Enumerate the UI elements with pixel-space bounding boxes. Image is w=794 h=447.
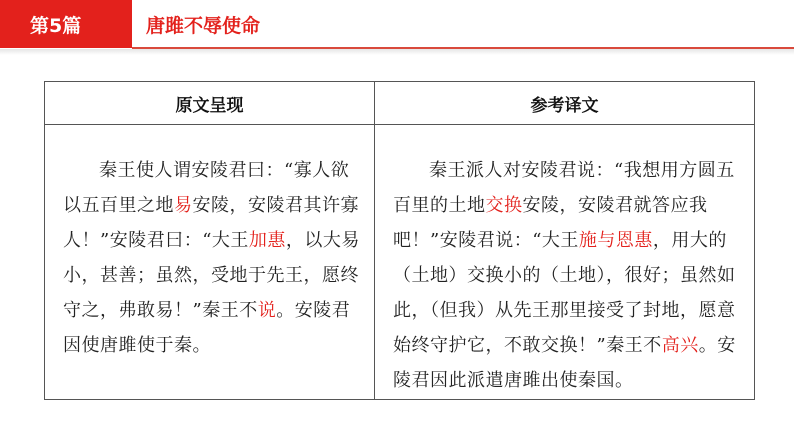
translation-segment-text: ，用大的（土地）交换小的（土地），很好；虽然如此，（但我）从先王那里接受了封地，愿意始终守护它，不敢交换！”秦王不 [393,230,736,356]
original-segment-highlight: 说 [257,300,277,321]
column-header-translation: 参考译文 [375,82,755,125]
column-header-original: 原文呈现 [45,82,375,125]
translation-passage [375,125,754,398]
original-segment-text: 秦王使人谓安陵君曰：“寡人欲以五百里之地 [63,160,350,216]
original-segment-highlight: 易 [174,195,193,216]
header-shadow [0,49,794,55]
translation-segment-text: 秦王派人对安陵君说：“我想用方圆五百里的土地 [393,160,735,216]
translation-cell [375,125,755,400]
translation-segment-highlight: 交换 [485,195,523,216]
translation-segment-text: 。安陵君因此派遣唐雎出使秦国。 [393,335,736,391]
table-header-row [45,82,755,125]
lesson-title: 唐雎不辱使命 [132,0,794,48]
comparison-table [44,81,755,400]
original-passage [45,125,374,363]
original-cell [45,125,375,400]
original-segment-highlight: 加惠 [248,230,286,251]
original-segment-text: ，以大易小，甚善；虽然，受地于先王，愿终守之，弗敢易！”秦王不 [63,230,360,321]
translation-segment-highlight: 高兴 [661,335,699,356]
original-segment-text: 安陵，安陵君其许寡人！”安陵君曰：“大王 [63,195,359,251]
translation-segment-highlight: 施与恩惠 [578,230,653,251]
page-header [0,0,794,48]
original-segment-text: 。安陵君因使唐雎使于秦。 [63,300,351,356]
table-row [45,125,755,400]
chapter-label: 第5篇 [0,0,132,48]
translation-segment-text: 安陵，安陵君就答应我吧！”安陵君说：“大王 [393,195,708,251]
